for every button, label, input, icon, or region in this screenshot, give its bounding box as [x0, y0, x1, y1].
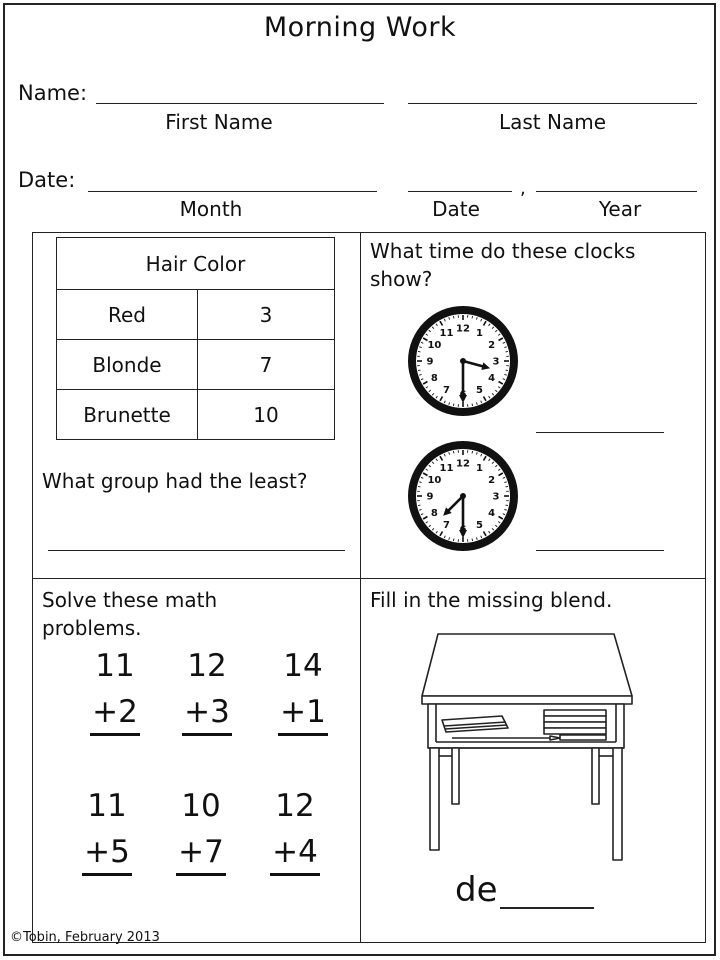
addend-top: 11	[95, 648, 135, 684]
grid-vertical-divider	[360, 232, 361, 943]
name-label: Name:	[18, 81, 88, 105]
clock-number: 2	[488, 340, 496, 351]
clock-tick	[453, 316, 454, 318]
addend-top: 10	[181, 788, 221, 824]
row-label: Blonde	[57, 340, 198, 390]
clock-number: 10	[427, 340, 442, 351]
clock-tick	[418, 505, 420, 506]
clock-number: 1	[476, 327, 483, 339]
page-title: Morning Work	[263, 12, 457, 43]
table-row	[57, 290, 335, 340]
date-label: Date:	[18, 168, 76, 192]
grid-horizontal-divider	[32, 578, 706, 579]
word-prefix: de	[455, 870, 498, 910]
first-name-line[interactable]	[96, 103, 384, 104]
clock-number: 9	[426, 356, 434, 368]
least-answer-line[interactable]	[48, 550, 345, 551]
clock-tick	[472, 451, 473, 453]
math-problem	[260, 783, 330, 876]
hair-color-table	[56, 237, 335, 440]
month-line[interactable]	[88, 191, 377, 192]
clock-tick	[453, 539, 454, 541]
clock-number: 3	[492, 356, 500, 368]
clock-question-line1: What time do these clocks	[370, 239, 636, 263]
clock-number: 2	[488, 475, 496, 486]
math-instruction-line2: problems.	[42, 616, 142, 640]
day-caption: Date	[432, 197, 480, 221]
addend-top: 12	[187, 648, 227, 684]
clock-number: 4	[488, 508, 496, 519]
clock-tick	[453, 404, 454, 406]
math-problem	[80, 643, 150, 736]
first-name-caption: First Name	[165, 110, 273, 134]
least-question: What group had the least?	[42, 469, 308, 493]
clock-face-2	[405, 438, 521, 554]
row-value: 3	[198, 290, 335, 340]
addend-bottom: +7	[176, 831, 226, 876]
math-problem	[72, 783, 142, 876]
row-value: 7	[198, 340, 335, 390]
clock-tick	[472, 404, 473, 406]
clock-center	[460, 358, 466, 364]
desk-icon	[410, 632, 645, 868]
clock-number: 4	[488, 373, 496, 384]
clock-number: 7	[443, 520, 450, 532]
clock-number: 7	[443, 385, 450, 397]
clock-tick	[506, 486, 508, 487]
clock-1-answer-line[interactable]	[536, 432, 664, 433]
row-label: Brunette	[57, 390, 198, 440]
clock-tick	[418, 370, 420, 371]
clock-tick	[506, 505, 508, 506]
last-name-caption: Last Name	[498, 110, 607, 134]
blend-instruction: Fill in the missing blend.	[370, 588, 613, 612]
addend-top: 12	[275, 788, 315, 824]
clock-face-1	[405, 303, 521, 419]
addend-bottom: +5	[82, 831, 132, 876]
clock-tick	[472, 316, 473, 318]
clock-number: 11	[439, 327, 454, 339]
blend-word	[455, 870, 498, 910]
addend-bottom: +1	[278, 691, 328, 736]
addend-bottom: +4	[270, 831, 320, 876]
clock-number: 10	[427, 475, 442, 486]
addend-top: 11	[87, 788, 127, 824]
date-comma: ,	[520, 178, 526, 199]
addend-top: 14	[283, 648, 323, 684]
row-value: 10	[198, 390, 335, 440]
clock-number: 11	[439, 462, 454, 474]
math-problem	[166, 783, 236, 876]
clock-number: 12	[456, 458, 470, 470]
table-row	[57, 390, 335, 440]
clock-2-answer-line[interactable]	[536, 550, 664, 551]
clock-number: 1	[476, 462, 483, 474]
clock-tick	[506, 351, 508, 352]
math-instruction-line1: Solve these math	[42, 588, 218, 612]
clock-tick	[418, 351, 420, 352]
math-problem	[268, 643, 338, 736]
table-header: Hair Color	[57, 238, 335, 290]
clock-tick	[506, 370, 508, 371]
clock-tick	[418, 486, 420, 487]
row-label: Red	[57, 290, 198, 340]
clock-question-line2: show?	[370, 267, 433, 291]
year-line[interactable]	[536, 191, 697, 192]
copyright-credit: ©Tobin, February 2013	[10, 930, 160, 945]
clock-number: 9	[426, 491, 434, 503]
blend-answer-line[interactable]	[500, 907, 594, 909]
month-caption: Month	[179, 197, 243, 221]
day-line[interactable]	[408, 191, 512, 192]
math-problem	[172, 643, 242, 736]
clock-tick	[453, 451, 454, 453]
last-name-line[interactable]	[408, 103, 697, 104]
clock-number: 8	[430, 373, 438, 384]
addend-bottom: +2	[90, 691, 140, 736]
clock-number: 8	[430, 508, 438, 519]
clock-number: 12	[456, 323, 470, 335]
year-caption: Year	[598, 197, 642, 221]
clock-number: 5	[476, 520, 483, 532]
clock-number: 5	[476, 385, 483, 397]
clock-tick	[472, 539, 473, 541]
clock-center	[460, 493, 466, 499]
clock-number: 3	[492, 491, 500, 503]
addend-bottom: +3	[182, 691, 232, 736]
table-row	[57, 340, 335, 390]
